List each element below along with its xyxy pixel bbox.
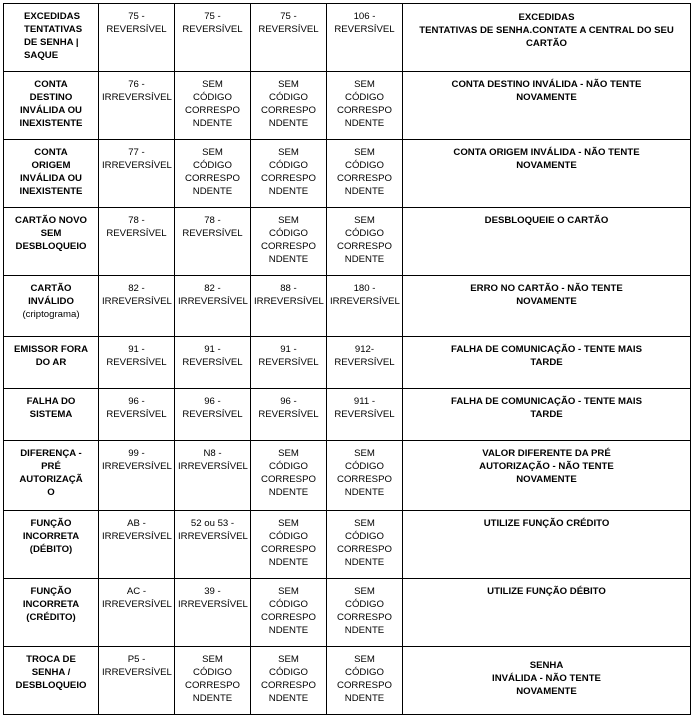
row-label-line: CONTA xyxy=(34,79,68,90)
code-line: SEM xyxy=(278,518,299,529)
code-line: NDENTE xyxy=(268,487,309,498)
code-line: SEM xyxy=(278,215,299,226)
code-line: REVERSÍVEL xyxy=(258,409,319,420)
code-line: IRREVERSÍVEL xyxy=(102,531,172,542)
code-cell xyxy=(99,441,175,511)
row-label-line: DE SENHA | xyxy=(24,37,79,48)
code-line: CORRESPO xyxy=(261,105,316,116)
code-line: 96 - xyxy=(204,396,221,407)
code-line: SEM xyxy=(202,654,223,665)
code-line: NDENTE xyxy=(268,557,309,568)
code-cell xyxy=(251,441,327,511)
code-line: CORRESPO xyxy=(337,105,392,116)
row-label-line: EMISSOR FORA xyxy=(13,344,89,355)
row-label-line: ORIGEM xyxy=(31,160,71,171)
code-line: 82 - xyxy=(204,283,221,294)
row-label-line: CONTA xyxy=(34,147,68,158)
code-line: 106 - xyxy=(353,11,376,22)
code-line: 91 - xyxy=(204,344,221,355)
message-cell xyxy=(403,337,691,389)
table-row xyxy=(4,4,691,72)
code-line: CORRESPO xyxy=(337,474,392,485)
code-cell xyxy=(175,140,251,208)
row-label-line: CARTÃO NOVO xyxy=(15,215,87,226)
row-label-line: TROCA DE xyxy=(26,654,76,665)
code-line: CÓDIGO xyxy=(269,461,308,472)
message-line: FALHA DE COMUNICAÇÃO - TENTE MAIS xyxy=(451,396,642,407)
code-line: CÓDIGO xyxy=(193,160,232,171)
code-line: SEM xyxy=(354,215,375,226)
row-label-cell xyxy=(4,389,99,441)
code-line: 78 - xyxy=(128,215,145,226)
row-label-line: FALHA DO xyxy=(26,396,76,407)
table-row xyxy=(4,511,691,579)
code-line: SEM xyxy=(278,448,299,459)
code-line: CORRESPO xyxy=(261,544,316,555)
row-label-cell xyxy=(4,579,99,647)
code-cell xyxy=(175,4,251,72)
message-cell xyxy=(403,4,691,72)
code-line: REVERSÍVEL xyxy=(258,24,319,35)
code-line: NDENTE xyxy=(344,254,385,265)
code-line: REVERSÍVEL xyxy=(334,24,395,35)
code-line: 88 - xyxy=(280,283,297,294)
code-line: CORRESPO xyxy=(337,680,392,691)
code-cell xyxy=(251,72,327,140)
message-cell xyxy=(403,72,691,140)
code-line: REVERSÍVEL xyxy=(258,357,319,368)
code-line: SEM xyxy=(278,586,299,597)
table-row xyxy=(4,140,691,208)
code-cell xyxy=(175,276,251,337)
code-cell xyxy=(251,208,327,276)
code-line: CORRESPO xyxy=(337,241,392,252)
code-line: 75 - xyxy=(280,11,297,22)
code-line: 180 - xyxy=(353,283,376,294)
code-line: CORRESPO xyxy=(337,173,392,184)
message-cell xyxy=(403,140,691,208)
message-cell xyxy=(403,389,691,441)
code-cell xyxy=(99,389,175,441)
row-label-line: SAQUE xyxy=(24,50,59,61)
code-line: CÓDIGO xyxy=(345,228,384,239)
code-cell xyxy=(251,579,327,647)
code-line: SEM xyxy=(278,79,299,90)
row-label-line: INEXISTENTE xyxy=(19,186,83,197)
row-label-line: DO AR xyxy=(35,357,67,368)
row-label-line: FUNÇÃO xyxy=(30,586,72,597)
row-label-cell xyxy=(4,4,99,72)
code-line: CÓDIGO xyxy=(269,667,308,678)
code-cell xyxy=(327,511,403,579)
table-body xyxy=(4,4,691,715)
code-line: REVERSÍVEL xyxy=(334,357,395,368)
code-line: 912- xyxy=(354,344,375,355)
message-line: INVÁLIDA - NÃO TENTE xyxy=(492,673,601,684)
code-cell xyxy=(175,389,251,441)
code-line: CORRESPO xyxy=(261,173,316,184)
code-line: IRREVERSÍVEL xyxy=(102,461,172,472)
code-line: CORRESPO xyxy=(261,680,316,691)
message-line: TENTATIVAS DE SENHA.CONTATE A CENTRAL DO SEU xyxy=(419,25,674,36)
code-cell xyxy=(251,276,327,337)
code-cell xyxy=(175,441,251,511)
row-label-cell xyxy=(4,208,99,276)
table-row xyxy=(4,647,691,715)
code-line: SEM xyxy=(354,147,375,158)
code-cell xyxy=(99,208,175,276)
message-cell xyxy=(403,276,691,337)
row-label-line: DESBLOQUEIO xyxy=(15,680,87,691)
code-line: 77 - xyxy=(128,147,145,158)
code-cell xyxy=(251,4,327,72)
code-cell xyxy=(175,337,251,389)
code-line: REVERSÍVEL xyxy=(182,409,243,420)
row-label-line: FUNÇÃO xyxy=(30,518,72,529)
row-label-line: SENHA / xyxy=(31,667,71,678)
code-line: SEM xyxy=(354,518,375,529)
row-label-line: TENTATIVAS xyxy=(24,24,83,35)
code-line: REVERSÍVEL xyxy=(182,24,243,35)
code-line: CÓDIGO xyxy=(269,160,308,171)
code-line: NDENTE xyxy=(268,254,309,265)
row-label-note: (criptograma) xyxy=(22,309,80,320)
message-line: UTILIZE FUNÇÃO CRÉDITO xyxy=(483,518,610,529)
message-cell xyxy=(403,579,691,647)
message-line: VALOR DIFERENTE DA PRÉ xyxy=(482,448,611,459)
message-line: NOVAMENTE xyxy=(516,296,577,307)
row-label-line: (DÉBITO) xyxy=(29,544,73,555)
code-line: IRREVERSÍVEL xyxy=(102,599,172,610)
code-line: IRREVERSÍVEL xyxy=(102,296,172,307)
table-row xyxy=(4,441,691,511)
code-cell xyxy=(175,511,251,579)
code-line: CORRESPO xyxy=(185,680,240,691)
code-line: NDENTE xyxy=(344,625,385,636)
message-cell xyxy=(403,511,691,579)
code-line: AB - xyxy=(127,518,146,529)
code-cell xyxy=(327,441,403,511)
row-label-line: DIFERENÇA - xyxy=(20,448,82,459)
message-line: NOVAMENTE xyxy=(516,474,577,485)
code-line: NDENTE xyxy=(344,557,385,568)
code-line: 911 - xyxy=(353,396,376,407)
code-cell xyxy=(99,511,175,579)
message-line: TARDE xyxy=(530,409,563,420)
row-label-line: (CRÉDITO) xyxy=(26,612,76,623)
message-cell xyxy=(403,647,691,715)
code-line: CÓDIGO xyxy=(269,531,308,542)
row-label-cell xyxy=(4,337,99,389)
row-label-line: INVÁLIDA OU xyxy=(19,173,82,184)
code-line: SEM xyxy=(278,654,299,665)
code-line: IRREVERSÍVEL xyxy=(178,461,248,472)
row-label-line: SISTEMA xyxy=(29,409,73,420)
message-line: AUTORIZAÇÃO - NÃO TENTE xyxy=(479,461,614,472)
code-line: 99 - xyxy=(128,448,145,459)
code-line: NDENTE xyxy=(192,186,233,197)
message-cell xyxy=(403,208,691,276)
code-line: SEM xyxy=(202,147,223,158)
row-label-cell xyxy=(4,140,99,208)
code-line: CÓDIGO xyxy=(269,92,308,103)
code-line: CÓDIGO xyxy=(345,667,384,678)
code-cell xyxy=(327,276,403,337)
row-label-line: EXCEDIDAS xyxy=(24,11,80,22)
code-line: REVERSÍVEL xyxy=(106,409,167,420)
code-line: NDENTE xyxy=(268,118,309,129)
code-line: SEM xyxy=(202,79,223,90)
row-label-line: INCORRETA xyxy=(22,599,80,610)
code-line: 91 - xyxy=(128,344,145,355)
code-line: 96 - xyxy=(128,396,145,407)
code-line: SEM xyxy=(354,586,375,597)
code-line: 82 - xyxy=(128,283,145,294)
code-line: REVERSÍVEL xyxy=(182,357,243,368)
code-line: CORRESPO xyxy=(185,105,240,116)
code-line: IRREVERSÍVEL xyxy=(102,92,172,103)
code-cell xyxy=(327,4,403,72)
row-label-cell xyxy=(4,72,99,140)
code-line: 52 ou 53 - xyxy=(190,518,235,529)
row-label-line: SEM xyxy=(40,228,62,239)
code-cell xyxy=(99,647,175,715)
message-line: SENHA xyxy=(529,660,564,671)
code-line: CORRESPO xyxy=(337,612,392,623)
code-cell xyxy=(327,72,403,140)
code-line: SEM xyxy=(354,79,375,90)
row-label-line: DESBLOQUEIO xyxy=(15,241,87,252)
response-codes-table xyxy=(3,3,691,715)
code-cell xyxy=(327,337,403,389)
message-cell xyxy=(403,441,691,511)
code-line: SEM xyxy=(354,654,375,665)
code-line: 91 - xyxy=(280,344,297,355)
code-line: P5 - xyxy=(127,654,146,665)
code-cell xyxy=(327,647,403,715)
message-line: CONTA ORIGEM INVÁLIDA - NÃO TENTE xyxy=(453,147,640,158)
code-line: NDENTE xyxy=(268,186,309,197)
code-line: CÓDIGO xyxy=(269,599,308,610)
table-row xyxy=(4,72,691,140)
code-line: NDENTE xyxy=(344,186,385,197)
code-line: NDENTE xyxy=(192,118,233,129)
code-line: REVERSÍVEL xyxy=(106,357,167,368)
code-line: 78 - xyxy=(204,215,221,226)
code-line: REVERSÍVEL xyxy=(334,409,395,420)
code-line: 39 - xyxy=(204,586,221,597)
code-line: IRREVERSÍVEL xyxy=(178,531,248,542)
code-line: CORRESPO xyxy=(261,612,316,623)
code-line: IRREVERSÍVEL xyxy=(102,160,172,171)
code-line: SEM xyxy=(278,147,299,158)
code-line: CÓDIGO xyxy=(345,160,384,171)
message-line: NOVAMENTE xyxy=(516,160,577,171)
code-cell xyxy=(251,389,327,441)
message-line: FALHA DE COMUNICAÇÃO - TENTE MAIS xyxy=(451,344,642,355)
code-line: IRREVERSÍVEL xyxy=(178,296,248,307)
row-label-line: DESTINO xyxy=(29,92,73,103)
code-cell xyxy=(99,337,175,389)
code-line: REVERSÍVEL xyxy=(106,228,167,239)
code-line: 75 - xyxy=(204,11,221,22)
code-line: CÓDIGO xyxy=(345,92,384,103)
code-cell xyxy=(251,511,327,579)
code-cell xyxy=(327,579,403,647)
code-line: 75 - xyxy=(128,11,145,22)
message-line: ERRO NO CARTÃO - NÃO TENTE xyxy=(470,283,623,294)
message-line: NOVAMENTE xyxy=(516,686,577,697)
row-label-line: INVÁLIDA OU xyxy=(19,105,82,116)
code-cell xyxy=(175,72,251,140)
code-cell xyxy=(175,579,251,647)
table-row xyxy=(4,337,691,389)
code-cell xyxy=(99,140,175,208)
code-line: 76 - xyxy=(128,79,145,90)
table-row xyxy=(4,389,691,441)
code-line: NDENTE xyxy=(268,693,309,704)
message-line: TARDE xyxy=(530,357,563,368)
code-line: CORRESPO xyxy=(261,241,316,252)
row-label-line: INEXISTENTE xyxy=(19,118,83,129)
code-cell xyxy=(175,208,251,276)
code-line: CÓDIGO xyxy=(269,228,308,239)
code-cell xyxy=(327,140,403,208)
message-line: UTILIZE FUNÇÃO DÉBITO xyxy=(487,586,606,597)
code-cell xyxy=(99,72,175,140)
table-row xyxy=(4,276,691,337)
code-line: N8 - xyxy=(203,448,222,459)
row-label-line: AUTORIZAÇÃ xyxy=(19,474,83,485)
table-row xyxy=(4,208,691,276)
code-line: SEM xyxy=(354,448,375,459)
code-line: IRREVERSÍVEL xyxy=(178,599,248,610)
code-cell xyxy=(251,337,327,389)
row-label-cell xyxy=(4,276,99,337)
row-label-line: PRÉ xyxy=(41,461,61,472)
code-line: CÓDIGO xyxy=(345,599,384,610)
code-cell xyxy=(99,276,175,337)
table-row xyxy=(4,579,691,647)
code-line: IRREVERSÍVEL xyxy=(254,296,324,307)
row-label-line: INCORRETA xyxy=(22,531,80,542)
code-line: REVERSÍVEL xyxy=(106,24,167,35)
code-line: CORRESPO xyxy=(261,474,316,485)
message-line: CARTÃO xyxy=(525,38,568,49)
code-cell xyxy=(251,140,327,208)
code-cell xyxy=(327,208,403,276)
code-cell xyxy=(99,579,175,647)
code-line: IRREVERSÍVEL xyxy=(330,296,400,307)
code-cell xyxy=(327,389,403,441)
code-line: REVERSÍVEL xyxy=(182,228,243,239)
code-line: NDENTE xyxy=(344,118,385,129)
row-label-line: INVÁLIDO xyxy=(28,296,74,307)
row-label-cell xyxy=(4,441,99,511)
row-label-cell xyxy=(4,647,99,715)
row-label-line: O xyxy=(47,487,55,498)
code-cell xyxy=(251,647,327,715)
code-line: NDENTE xyxy=(344,487,385,498)
message-line: NOVAMENTE xyxy=(516,92,577,103)
code-line: CORRESPO xyxy=(185,173,240,184)
code-line: NDENTE xyxy=(192,693,233,704)
message-line: CONTA DESTINO INVÁLIDA - NÃO TENTE xyxy=(451,79,642,90)
code-line: IRREVERSÍVEL xyxy=(102,667,172,678)
code-line: CÓDIGO xyxy=(345,531,384,542)
row-label-cell xyxy=(4,511,99,579)
code-line: CÓDIGO xyxy=(193,92,232,103)
code-line: CÓDIGO xyxy=(193,667,232,678)
code-line: NDENTE xyxy=(268,625,309,636)
code-line: 96 - xyxy=(280,396,297,407)
row-label-line: CARTÃO xyxy=(30,283,72,294)
code-line: NDENTE xyxy=(344,693,385,704)
code-cell xyxy=(175,647,251,715)
code-line: AC - xyxy=(126,586,147,597)
code-cell xyxy=(99,4,175,72)
message-line: DESBLOQUEIE O CARTÃO xyxy=(484,215,609,226)
code-line: CORRESPO xyxy=(337,544,392,555)
code-line: CÓDIGO xyxy=(345,461,384,472)
message-line: EXCEDIDAS xyxy=(518,12,575,23)
